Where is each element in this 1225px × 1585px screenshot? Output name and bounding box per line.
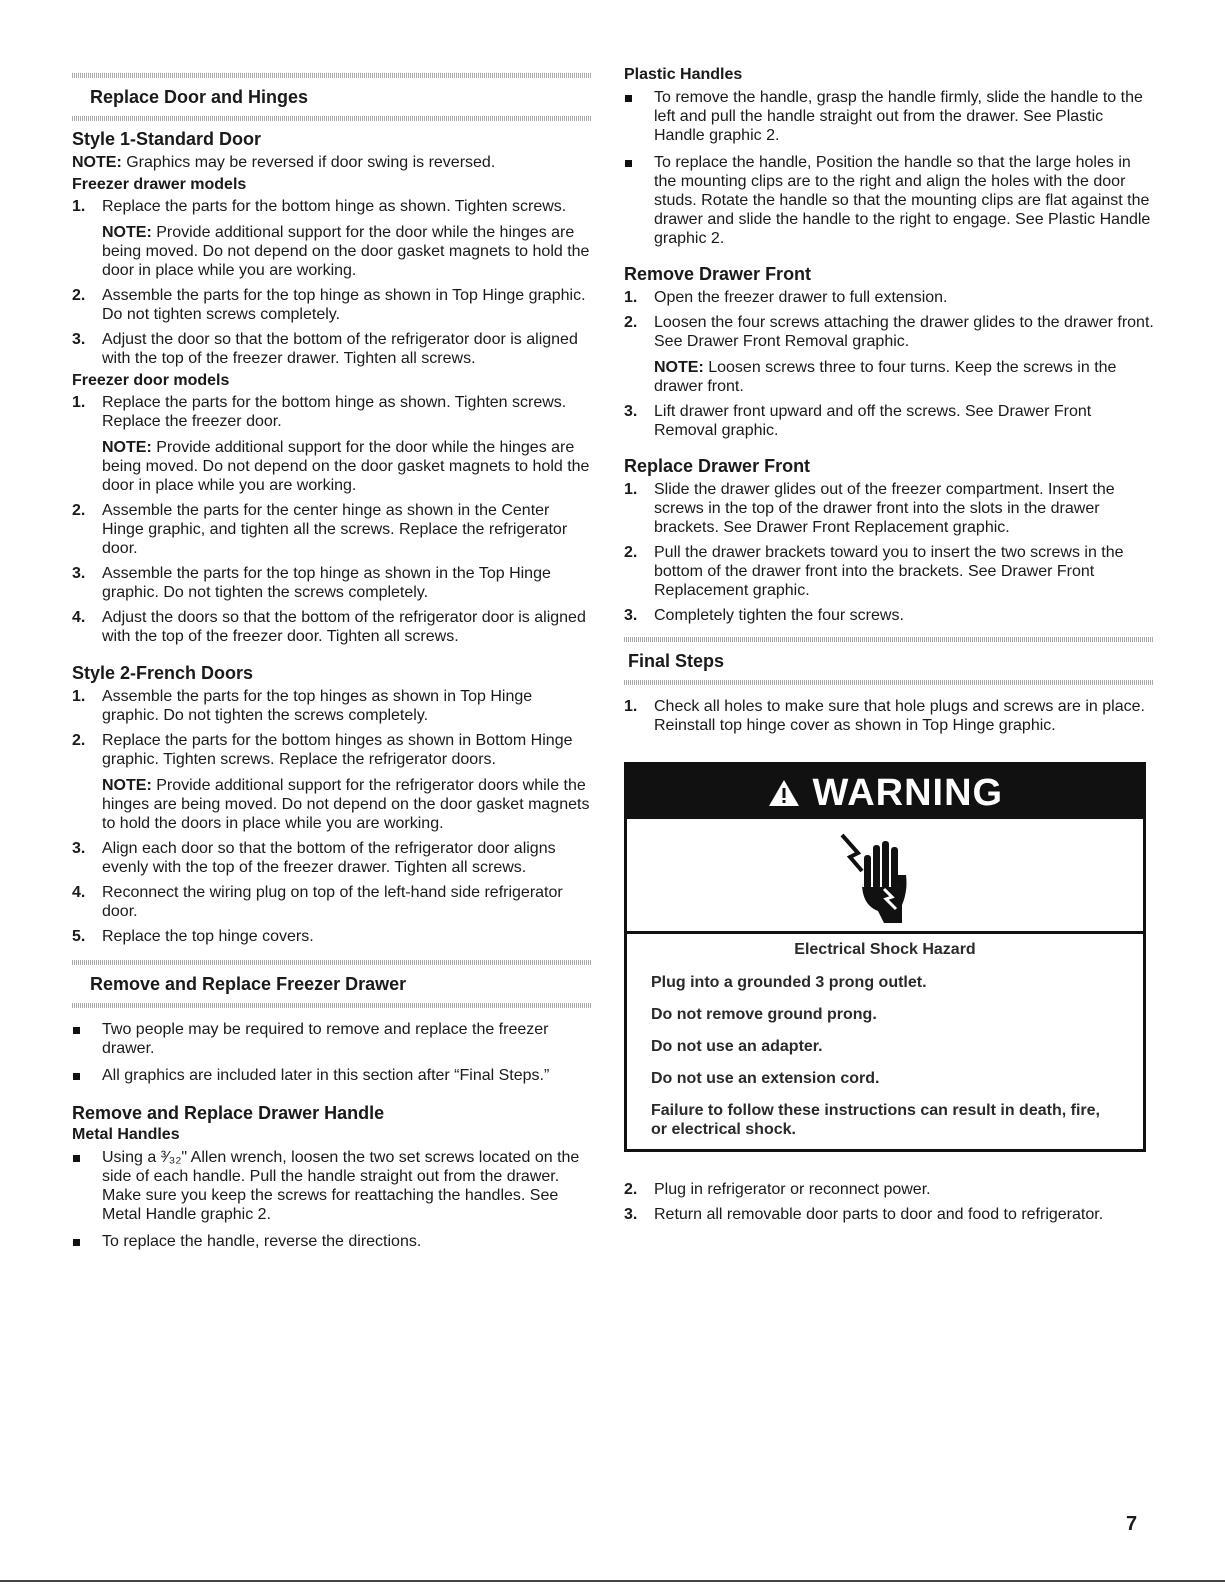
list-item: 3. Adjust the door so that the bottom of the refrigerator door is aligned with the top of the freezer drawer. Tighten all screws. xyxy=(72,331,578,367)
style2-steps xyxy=(72,687,592,946)
section-rule xyxy=(72,1003,592,1008)
list-item: To remove the handle, grasp the handle firmly, slide the handle to the left and pull the handle straight out from the drawer. See Plastic Handle graphic 2. xyxy=(624,88,1154,145)
electrical-shock-hand-icon xyxy=(832,827,922,927)
list-item: 1. Open the freezer drawer to full extension. xyxy=(624,289,948,306)
metal-handle-bullets xyxy=(72,1148,592,1251)
warning-body xyxy=(627,934,1143,1149)
list-item: 1. Replace the parts for the bottom hinge as shown. Tighten screws. NOTE: Provide additional support for the door while the hinges are being moved. Do not depend on the door gasket magnets to hold the door in place while you are working. xyxy=(72,198,590,279)
list-item: 3. Assemble the parts for the top hinge as shown in the Top Hinge graphic. Do not tighten the screws completely. xyxy=(72,565,551,601)
warning-line: Plug into a grounded 3 prong outlet. xyxy=(651,974,927,991)
section-title-replace-door: Replace Door and Hinges xyxy=(90,87,309,107)
style1-note: NOTE: Graphics may be reversed if door swing is reversed. xyxy=(72,154,496,171)
freezer-door-models-heading: Freezer door models xyxy=(72,372,230,389)
bottom-border xyxy=(0,1580,1225,1582)
plastic-handles-heading: Plastic Handles xyxy=(624,66,743,83)
list-item: 2. Pull the drawer brackets toward you to insert the two screws in the bottom of the drawer front into the brackets. See Drawer Front Replacement graphic. xyxy=(624,544,1124,599)
list-item: 3. Lift drawer front upward and off the screws. See Drawer Front Removal graphic. xyxy=(624,403,1092,439)
freezer-drawer-models-heading: Freezer drawer models xyxy=(72,176,247,193)
list-item: All graphics are included later in this section after “Final Steps.” xyxy=(72,1066,592,1085)
freezer-drawer-bullets xyxy=(72,1020,592,1085)
section-title-final-steps: Final Steps xyxy=(628,651,725,671)
section-title-freezer-drawer: Remove and Replace Freezer Drawer xyxy=(90,974,407,994)
plastic-handle-bullets xyxy=(624,88,1154,248)
list-item: 5. Replace the top hinge covers. xyxy=(72,928,314,945)
list-item: 1. Check all holes to make sure that hole plugs and screws are in place. Reinstall top hinge cover as shown in Top Hinge graphic. xyxy=(624,698,1145,734)
style1-heading: Style 1-Standard Door xyxy=(72,129,262,149)
iconbox xyxy=(627,819,1143,934)
right-column xyxy=(624,0,1154,735)
list-item: 3. Completely tighten the four screws. xyxy=(624,607,904,624)
freezer-door-steps xyxy=(72,393,592,646)
warning-banner xyxy=(627,765,1143,819)
page-number: 7 xyxy=(1126,1513,1138,1535)
replace-drawer-front-steps xyxy=(624,480,1154,625)
list-item: 2. Plug in refrigerator or reconnect power. xyxy=(624,1181,931,1198)
section-rule xyxy=(624,637,1154,642)
warning-line: Do not remove ground prong. xyxy=(651,1006,877,1023)
list-item: 1. Assemble the parts for the top hinges as shown in Top Hinge graphic. Do not tighten the screws completely. xyxy=(72,688,533,724)
warning-line: Failure to follow these instructions can result in death, fire, or electrical shock. xyxy=(651,1102,1100,1138)
warning-triangle-icon xyxy=(767,772,813,814)
warning-title: WARNING xyxy=(812,772,1004,814)
list-item: 2. Loosen the four screws attaching the drawer glides to the drawer front. See Drawer Front Removal graphic. NOTE: Loosen screws three to four turns. Keep the screws in the drawer front. xyxy=(624,314,1154,395)
warning-line: Do not use an extension cord. xyxy=(651,1070,880,1087)
after-warning-steps xyxy=(624,1180,1154,1224)
list-item: Two people may be required to remove and replace the freezer drawer. xyxy=(72,1020,592,1058)
remove-drawer-front-heading: Remove Drawer Front xyxy=(624,264,812,284)
list-item: To replace the handle, Position the handle so that the large holes in the mounting clips are to the right and align the holes with the door studs. Rotate the handle so that the mounting clips are flat against the drawer and slide the handle to the right to engage. See Plastic Handle graphic 2. xyxy=(624,153,1154,248)
replace-drawer-front-heading: Replace Drawer Front xyxy=(624,456,811,476)
list-item: Using a ³⁄₃₂" Allen wrench, loosen the two set screws located on the side of each handle. Pull the handle straight out from the drawer. Make sure you keep the screws for reattaching the handles. See Metal Handle graphic 2. xyxy=(72,1148,592,1224)
list-item: 4. Reconnect the wiring plug on top of the left-hand side refrigerator door. xyxy=(72,884,563,920)
list-item: 1. Slide the drawer glides out of the freezer compartment. Insert the screws in the top of the drawer front into the slots in the drawer brackets. See Drawer Front Replacement graphic. xyxy=(624,481,1115,536)
warning-box xyxy=(624,762,1146,1152)
section-rule xyxy=(72,73,592,78)
list-item: 2. Assemble the parts for the center hinge as shown in the Center Hinge graphic, and tighten all the screws. Replace the refrigerator door. xyxy=(72,502,568,557)
final-steps-list xyxy=(624,697,1154,735)
hazard-title: Electrical Shock Hazard xyxy=(794,941,976,958)
metal-handles-heading: Metal Handles xyxy=(72,1126,180,1143)
style2-heading: Style 2-French Doors xyxy=(72,663,254,683)
list-item: 4. Adjust the doors so that the bottom of the refrigerator door is aligned with the top of the freezer door. Tighten all screws. xyxy=(72,609,586,645)
list-item: 2. Replace the parts for the bottom hinges as shown in Bottom Hinge graphic. Tighten screws. Replace the refrigerator doors. NOTE: Provide additional support for the refrigerator doors while the hinges are being moved. Do not depend on the door gasket magnets to hold the doors in place while you are working. xyxy=(72,732,590,832)
section-rule xyxy=(624,680,1154,685)
freezer-drawer-steps xyxy=(72,197,592,368)
list-item: 2. Assemble the parts for the top hinge as shown in Top Hinge graphic. Do not tighten screws completely. xyxy=(72,287,586,323)
list-item: 3. Align each door so that the bottom of the refrigerator door aligns evenly with the top of the freezer drawer. Tighten all screws. xyxy=(72,840,556,876)
list-item: 1. Replace the parts for the bottom hinge as shown. Tighten screws. Replace the freezer door. NOTE: Provide additional support for the door while the hinges are being moved. Do not depend on the door gasket magnets to hold the door in place while you are working. xyxy=(72,394,590,494)
section-rule xyxy=(72,960,592,965)
drawer-handle-heading: Remove and Replace Drawer Handle xyxy=(72,1103,385,1123)
remove-drawer-front-steps xyxy=(624,288,1154,440)
after-warning-steps-container xyxy=(624,1180,1154,1224)
list-item: To replace the handle, reverse the directions. xyxy=(72,1232,592,1251)
list-item: 3. Return all removable door parts to door and food to refrigerator. xyxy=(624,1206,1104,1223)
left-column xyxy=(72,0,592,1251)
warning-line: Do not use an adapter. xyxy=(651,1038,823,1055)
section-rule xyxy=(72,116,592,121)
